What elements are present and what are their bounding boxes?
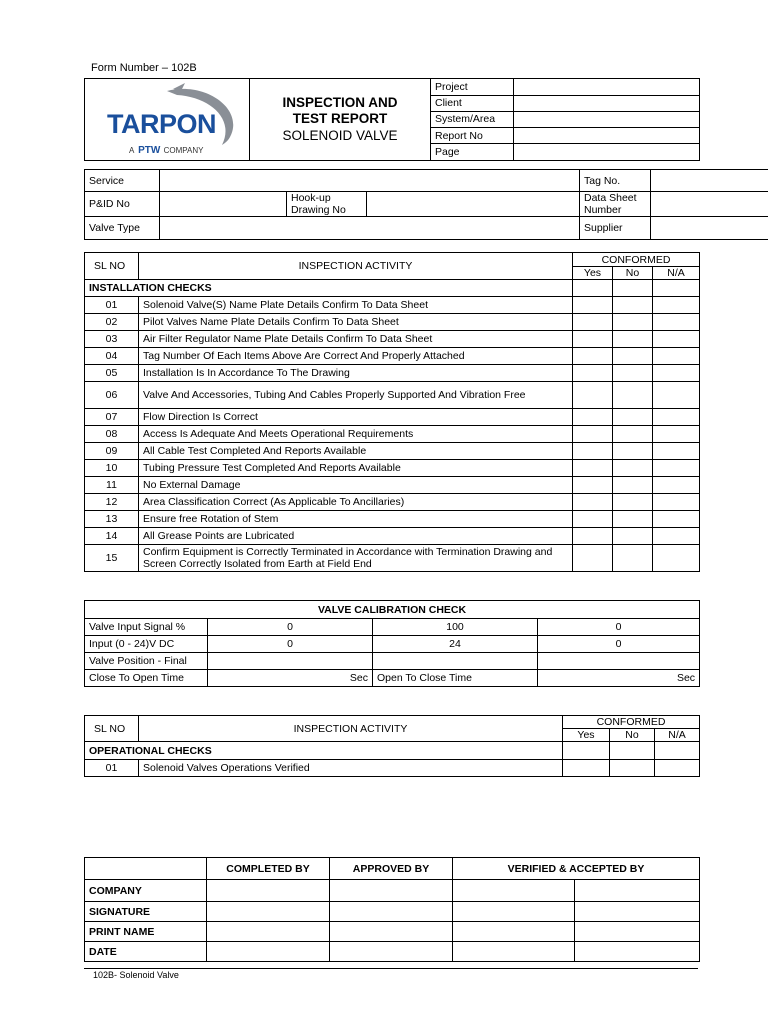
sl-no-cell: 08 [85, 426, 139, 443]
sl-no-cell: 11 [85, 477, 139, 494]
no-checkbox-cell[interactable] [613, 443, 653, 460]
activity-cell: Flow Direction Is Correct [139, 409, 573, 426]
input-voltage-value: 24 [373, 636, 538, 653]
signature-field[interactable] [207, 902, 330, 922]
svg-text:A PTW COMP [129, 145, 204, 156]
input-voltage-label: Input (0 - 24)V DC [85, 636, 208, 653]
date-field[interactable] [207, 942, 330, 962]
sl-no-cell: 04 [85, 348, 139, 365]
no-checkbox-cell[interactable] [613, 348, 653, 365]
data-sheet-label [580, 192, 651, 217]
na-checkbox-cell[interactable] [653, 297, 700, 314]
tag-no-label: Tag No. [580, 170, 651, 192]
sl-no-cell: 03 [85, 331, 139, 348]
table-row [85, 382, 700, 409]
signoff-row-date [85, 942, 700, 962]
na-checkbox-cell[interactable] [653, 545, 700, 572]
hookup-line2: Drawing No [291, 204, 346, 216]
valve-position-field[interactable] [538, 653, 700, 670]
activity-cell: Ensure free Rotation of Stem [139, 511, 573, 528]
no-checkbox-cell[interactable] [613, 365, 653, 382]
sl-no-header: SL NO [85, 253, 139, 280]
no-checkbox-cell[interactable] [613, 528, 653, 545]
signature-field[interactable] [453, 902, 575, 922]
company-field[interactable] [330, 880, 453, 902]
table-row [85, 348, 700, 365]
na-checkbox-cell[interactable] [655, 760, 700, 777]
completed-by-header: COMPLETED BY [207, 858, 330, 880]
supplier-field[interactable] [651, 217, 768, 240]
valve-position-field[interactable] [208, 653, 373, 670]
na-checkbox-cell[interactable] [653, 409, 700, 426]
activity-cell: Solenoid Valves Operations Verified [139, 760, 563, 777]
table-row [85, 331, 700, 348]
signoff-row-label: PRINT NAME [85, 922, 207, 942]
input-signal-value: 0 [538, 619, 700, 636]
activity-cell: Solenoid Valve(S) Name Plate Details Confirm To Data Sheet [139, 297, 573, 314]
open-to-close-label: Open To Close Time [373, 670, 538, 687]
calibration-title: VALVE CALIBRATION CHECK [85, 601, 700, 619]
data-sheet-field[interactable] [651, 192, 768, 217]
no-header: No [613, 267, 653, 280]
na-checkbox-cell[interactable] [653, 460, 700, 477]
hookup-line1: Hook-up [291, 192, 331, 204]
approved-by-header: APPROVED BY [330, 858, 453, 880]
input-voltage-value: 0 [538, 636, 700, 653]
valve-type-field[interactable] [160, 217, 580, 240]
print-name-field[interactable] [453, 922, 575, 942]
yes-checkbox-cell[interactable] [573, 297, 613, 314]
signoff-row-label: SIGNATURE [85, 902, 207, 922]
yes-header: Yes [563, 729, 610, 742]
signature-field[interactable] [575, 902, 700, 922]
system-area-label: System/Area [431, 111, 514, 128]
yes-checkbox-cell[interactable] [573, 545, 613, 572]
operational-checks-table [84, 715, 700, 777]
company-field[interactable] [453, 880, 575, 902]
report-subtitle: SOLENOID VALVE [282, 128, 398, 143]
yes-checkbox-cell[interactable] [573, 511, 613, 528]
no-checkbox-cell[interactable] [613, 494, 653, 511]
no-checkbox-cell[interactable] [613, 460, 653, 477]
logo-brand-text: TARPON [107, 109, 216, 139]
table-row [85, 511, 700, 528]
report-title-line2: TEST REPORT [292, 111, 388, 126]
yes-checkbox-cell[interactable] [573, 409, 613, 426]
verified-by-header: VERIFIED & ACCEPTED BY [453, 858, 700, 880]
service-field[interactable] [160, 170, 580, 192]
yes-checkbox-cell[interactable] [573, 331, 613, 348]
print-name-field[interactable] [207, 922, 330, 942]
activity-cell: Installation Is In Accordance To The Drawing [139, 365, 573, 382]
sl-no-cell: 10 [85, 460, 139, 477]
sl-no-cell: 01 [85, 297, 139, 314]
table-row [85, 314, 700, 331]
footer-divider [84, 968, 698, 969]
info-table [84, 169, 768, 240]
activity-header: INSPECTION ACTIVITY [139, 253, 573, 280]
footer-text: 102B- Solenoid Valve [93, 970, 179, 980]
activity-cell: All Grease Points are Lubricated [139, 528, 573, 545]
service-label: Service [85, 170, 160, 192]
table-row [85, 365, 700, 382]
na-checkbox-cell[interactable] [653, 528, 700, 545]
na-header: N/A [653, 267, 700, 280]
table-row [85, 760, 700, 777]
date-field[interactable] [453, 942, 575, 962]
activity-cell: Area Classification Correct (As Applicable To Ancillaries) [139, 494, 573, 511]
yes-checkbox-cell[interactable] [573, 314, 613, 331]
section-blank [573, 280, 613, 297]
na-header: N/A [655, 729, 700, 742]
signoff-corner [85, 858, 207, 880]
signoff-row-print-name [85, 922, 700, 942]
sl-no-header: SL NO [85, 716, 139, 742]
section-blank [563, 742, 610, 760]
installation-section-title: INSTALLATION CHECKS [85, 280, 573, 297]
report-no-field[interactable] [514, 128, 700, 144]
conformed-header: CONFORMED [563, 716, 700, 729]
table-row [85, 477, 700, 494]
sl-no-cell: 01 [85, 760, 139, 777]
no-checkbox-cell[interactable] [613, 331, 653, 348]
datasheet-line1: Data Sheet [584, 192, 637, 204]
no-checkbox-cell[interactable] [613, 511, 653, 528]
valve-position-label: Valve Position - Final [85, 653, 208, 670]
yes-checkbox-cell[interactable] [573, 382, 613, 409]
na-checkbox-cell[interactable] [653, 314, 700, 331]
company-field[interactable] [207, 880, 330, 902]
sl-no-cell: 07 [85, 409, 139, 426]
report-title-cell [250, 79, 431, 161]
input-signal-label: Valve Input Signal % [85, 619, 208, 636]
operational-section-title: OPERATIONAL CHECKS [85, 742, 563, 760]
system-area-field[interactable] [514, 111, 700, 128]
hookup-drawing-label [287, 192, 367, 217]
yes-checkbox-cell[interactable] [573, 443, 613, 460]
table-row [85, 297, 700, 314]
activity-cell: Valve And Accessories, Tubing And Cables Properly Supported And Vibration Free [139, 382, 573, 409]
sl-no-cell: 14 [85, 528, 139, 545]
activity-cell: Tag Number Of Each Items Above Are Correct And Properly Attached [139, 348, 573, 365]
table-row [85, 426, 700, 443]
na-checkbox-cell[interactable] [653, 348, 700, 365]
print-name-field[interactable] [575, 922, 700, 942]
table-row [85, 545, 700, 572]
yes-checkbox-cell[interactable] [563, 760, 610, 777]
activity-cell: Access Is Adequate And Meets Operational Requirements [139, 426, 573, 443]
company-logo [85, 79, 250, 161]
yes-checkbox-cell[interactable] [573, 494, 613, 511]
valve-position-field[interactable] [373, 653, 538, 670]
yes-checkbox-cell[interactable] [573, 365, 613, 382]
table-row [85, 460, 700, 477]
no-checkbox-cell[interactable] [613, 426, 653, 443]
activity-header: INSPECTION ACTIVITY [139, 716, 563, 742]
date-field[interactable] [330, 942, 453, 962]
section-blank [610, 742, 655, 760]
report-title-line1: INSPECTION AND [282, 95, 398, 110]
signoff-table [84, 857, 700, 962]
activity-cell: Confirm Equipment is Correctly Terminated in Accordance with Termination Drawing and Screen Correctly Isolated from Earth at Field End [139, 545, 573, 572]
pid-no-field[interactable] [160, 192, 287, 217]
close-to-open-label: Close To Open Time [85, 670, 208, 687]
close-to-open-sec[interactable]: Sec [208, 670, 373, 687]
table-row [85, 494, 700, 511]
yes-checkbox-cell[interactable] [573, 426, 613, 443]
sl-no-cell: 02 [85, 314, 139, 331]
sl-no-cell: 15 [85, 545, 139, 572]
open-to-close-sec[interactable]: Sec [538, 670, 700, 687]
conformed-header: CONFORMED [573, 253, 700, 267]
activity-cell: Tubing Pressure Test Completed And Reports Available [139, 460, 573, 477]
input-voltage-value: 0 [208, 636, 373, 653]
na-checkbox-cell[interactable] [653, 331, 700, 348]
no-header: No [610, 729, 655, 742]
logo-tagline-prefix: A [129, 146, 134, 155]
valve-type-label: Valve Type [85, 217, 160, 240]
activity-cell: No External Damage [139, 477, 573, 494]
input-signal-value: 0 [208, 619, 373, 636]
client-field[interactable] [514, 95, 700, 111]
na-checkbox-cell[interactable] [653, 382, 700, 409]
project-field[interactable] [514, 79, 700, 96]
table-row [85, 443, 700, 460]
section-blank [653, 280, 700, 297]
report-no-label: Report No [431, 128, 514, 144]
no-checkbox-cell[interactable] [613, 545, 653, 572]
form-number: Form Number – 102B [91, 62, 197, 74]
signoff-row-signature [85, 902, 700, 922]
pid-no-label: P&ID No [85, 192, 160, 217]
activity-cell: All Cable Test Completed And Reports Available [139, 443, 573, 460]
input-signal-value: 100 [373, 619, 538, 636]
na-checkbox-cell[interactable] [653, 494, 700, 511]
table-row [85, 409, 700, 426]
project-label: Project [431, 79, 514, 96]
no-checkbox-cell[interactable] [613, 297, 653, 314]
yes-header: Yes [573, 267, 613, 280]
sl-no-cell: 12 [85, 494, 139, 511]
activity-cell: Pilot Valves Name Plate Details Confirm To Data Sheet [139, 314, 573, 331]
datasheet-line2: Number [584, 204, 622, 216]
yes-checkbox-cell[interactable] [573, 348, 613, 365]
logo-tagline-brand: PTW [138, 145, 161, 156]
na-checkbox-cell[interactable] [653, 365, 700, 382]
section-blank [613, 280, 653, 297]
yes-checkbox-cell[interactable] [573, 528, 613, 545]
date-field[interactable] [575, 942, 700, 962]
section-blank [655, 742, 700, 760]
sl-no-cell: 13 [85, 511, 139, 528]
page-label: Page [431, 144, 514, 161]
yes-checkbox-cell[interactable] [573, 460, 613, 477]
no-checkbox-cell[interactable] [613, 382, 653, 409]
company-field[interactable] [575, 880, 700, 902]
sl-no-cell: 06 [85, 382, 139, 409]
no-checkbox-cell[interactable] [613, 477, 653, 494]
logo-tagline-suffix: COMPANY [163, 146, 204, 155]
table-row [85, 528, 700, 545]
activity-cell: Air Filter Regulator Name Plate Details Confirm To Data Sheet [139, 331, 573, 348]
no-checkbox-cell[interactable] [610, 760, 655, 777]
print-name-field[interactable] [330, 922, 453, 942]
yes-checkbox-cell[interactable] [573, 477, 613, 494]
header-table [84, 78, 700, 161]
installation-checks-table [84, 252, 700, 572]
signature-field[interactable] [330, 902, 453, 922]
sl-no-cell: 09 [85, 443, 139, 460]
signoff-row-label: COMPANY [85, 880, 207, 902]
signoff-row-company [85, 880, 700, 902]
page-field[interactable] [514, 144, 700, 161]
na-checkbox-cell[interactable] [653, 511, 700, 528]
na-checkbox-cell[interactable] [653, 477, 700, 494]
supplier-label: Supplier [580, 217, 651, 240]
hookup-drawing-field[interactable] [367, 192, 580, 217]
na-checkbox-cell[interactable] [653, 426, 700, 443]
tarpon-logo-icon [85, 79, 250, 157]
na-checkbox-cell[interactable] [653, 443, 700, 460]
signoff-row-label: DATE [85, 942, 207, 962]
tag-no-field[interactable] [651, 170, 768, 192]
sl-no-cell: 05 [85, 365, 139, 382]
calibration-table [84, 600, 700, 687]
no-checkbox-cell[interactable] [613, 314, 653, 331]
no-checkbox-cell[interactable] [613, 409, 653, 426]
client-label: Client [431, 95, 514, 111]
